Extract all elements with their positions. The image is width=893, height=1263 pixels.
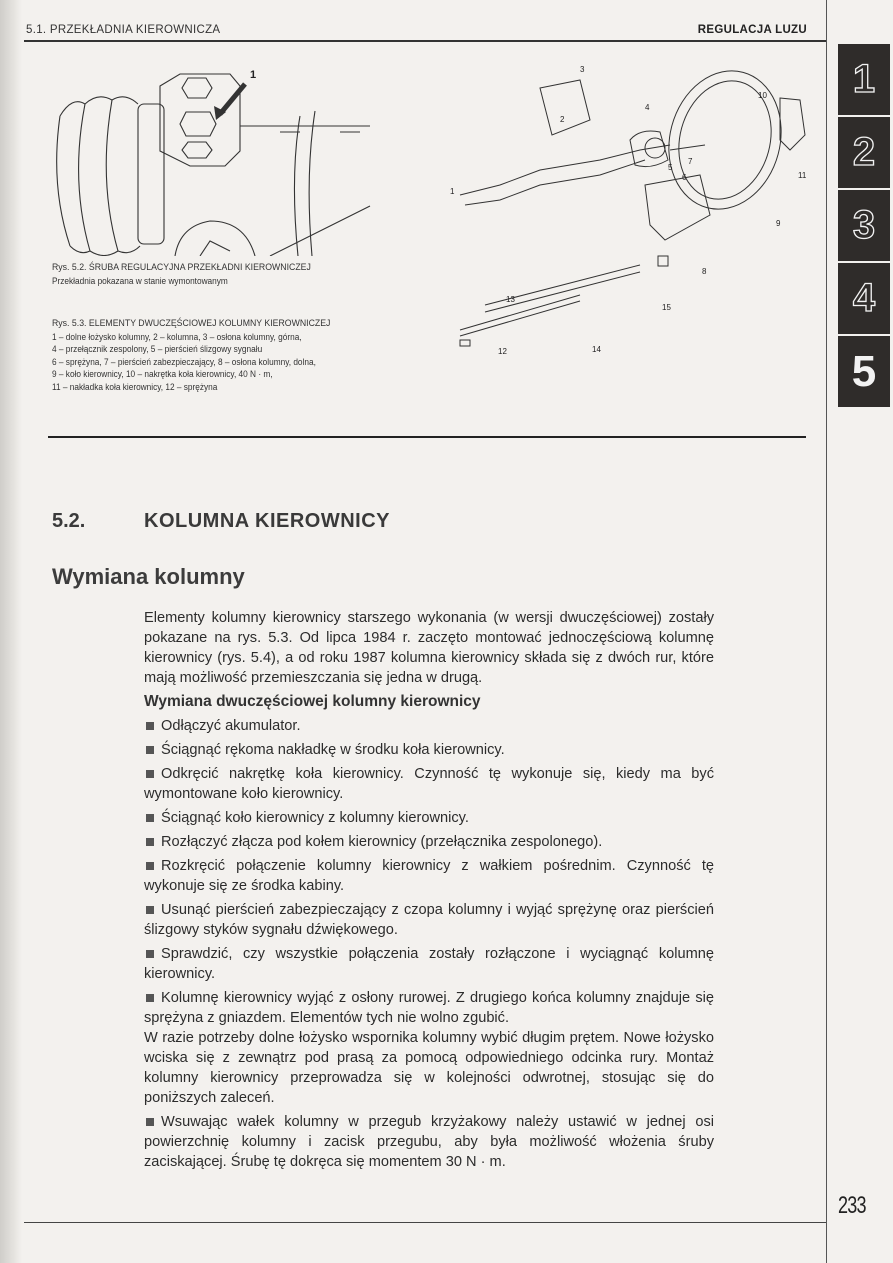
chapter-tab-3: 3 [838,190,890,261]
chapter-tabs [838,44,890,409]
callout-4: 4 [645,103,650,112]
bullet-square-icon [146,950,154,958]
step-text: Ściągnąć rękoma nakładkę w środku koła kierownicy. [161,742,505,758]
step-text: Odłączyć akumulator. [161,718,301,734]
page-edge-rule [826,0,827,1263]
callout-11: 11 [798,171,807,180]
callout-14: 14 [592,345,601,354]
bullet-square-icon [146,838,154,846]
figure-5-3-legend-line: 4 – przełącznik zespolony, 5 – pierścień ślizgowy sygnału [52,344,263,354]
callout-13: 13 [506,295,515,304]
callout-15: 15 [662,303,671,312]
figure-5-3-title: Rys. 5.3. ELEMENTY DWUCZĘŚCIOWEJ KOLUMNY KIEROWNICZEJ [52,318,331,329]
figure-5-3-caption [52,318,330,393]
figure-steering-gear-adjusting-screw [30,56,400,256]
procedure-step [144,764,714,804]
step-text: Rozłączyć złącza pod kołem kierownicy (przełącznika zespolonego). [161,834,603,850]
step-text: Kolumnę kierownicy wyjąć z osłony rurowej. Z drugiego końca kolumny znajduje się sprężyna z gniazdem. Elementów tych nie wolno zgubić. [144,990,714,1026]
procedure-step-final [144,1112,714,1172]
procedure-step [144,716,714,736]
callout-2: 2 [560,115,565,124]
callout-9: 9 [776,219,781,228]
book-gutter [0,0,22,1263]
figure-5-3-legend-line: 11 – nakładka koła kierownicy, 12 – sprężyna [52,381,218,392]
subsection-title: Wymiana kolumny [52,564,245,589]
running-header [26,20,807,40]
callout-3: 3 [580,65,585,74]
section-number: 5.2. [52,510,86,532]
chapter-tab-4: 4 [838,263,890,334]
section-title: KOLUMNA KIEROWNICY [144,510,391,532]
procedure-step [144,832,714,852]
figure-5-2-caption [52,262,311,287]
procedure-step [144,988,714,1028]
callout-7: 7 [688,157,693,166]
header-rule [24,40,826,42]
page-number: 233 [838,1192,866,1219]
callout-12: 12 [498,347,507,356]
body-text [144,608,714,1176]
note-paragraph: W razie potrzeby dolne łożysko wspornika kolumny wybić długim prętem. Nowe łożysko wciska się z zewnątrz pod prasą za pomocą odpowiedniego odcinka rury. Montaż kolumny kierownicy przeprowadza się w kolejności odwrotnej, stosując się do poniższych zaleceń. [144,1030,714,1106]
figure-steering-column-exploded [440,60,820,370]
chapter-tab-2: 2 [838,117,890,188]
figure-5-2-title: Rys. 5.2. ŚRUBA REGULACYJNA PRZEKŁADNI KIEROWNICZEJ [52,262,311,273]
procedure-step [144,856,714,896]
bullet-square-icon [146,1118,154,1126]
chapter-tab-1: 1 [838,44,890,115]
intro-paragraph: Elementy kolumny kierownicy starszego wykonania (w wersji dwuczęściowej) zostały pokazane na rys. 5.3. Od lipca 1984 r. zaczęto montować jednoczęściową kolumnę kierownicy (rys. 5.4), a od roku 1987 kolumna kierownicy składa się z dwóch rur, które mają możliwość przemieszczania się jedna w drugą. [144,610,714,686]
bullet-square-icon [146,906,154,914]
figure-5-3-legend-line: 6 – sprężyna, 7 – pierścień zabezpieczający, 8 – osłona kolumny, dolna, [52,356,316,367]
figure-5-2-subtitle: Przekładnia pokazana w stanie wymontowanym [52,275,228,286]
chapter-tab-5-active: 5 [838,336,890,407]
section-rule [48,436,806,438]
procedure-step [144,740,714,760]
procedure-title: Wymiana dwuczęściowej kolumny kierownicy [144,693,481,710]
step-text: Wsuwając wałek kolumny w przegub krzyżakowy należy ustawić w jednej osi powierzchnię kolumny i zacisk przegubu, aby była możliwość włożenia śruby zaciskającej. Śrubę tę dokręca się momentem 30 N · m. [144,1114,714,1170]
bullet-square-icon [146,746,154,754]
bullet-square-icon [146,994,154,1002]
procedure-step [144,900,714,940]
bullet-square-icon [146,862,154,870]
bullet-square-icon [146,770,154,778]
step-text: Rozkręcić połączenie kolumny kierownicy z wałkiem pośrednim. Czynność tę wykonuje się ze środka kabiny. [144,858,714,894]
step-text: Usunąć pierścień zabezpieczający z czopa kolumny i wyjąć sprężynę oraz pierścień ślizgowy styków sygnału dźwiękowego. [144,902,714,938]
step-text: Odkręcić nakrętkę koła kierownicy. Czynność tę wykonuje się, kiedy ma być wymontowane koło kierownicy. [144,766,714,802]
bullet-square-icon [146,814,154,822]
procedure-step [144,944,714,984]
footer-rule [24,1222,826,1223]
callout-1-column: 1 [450,187,455,196]
callout-10: 10 [758,91,767,100]
callout-1: 1 [250,69,257,81]
procedure-step [144,808,714,828]
figure-5-3-legend-line: 9 – koło kierownicy, 10 – nakrętka koła kierownicy, 40 N · m, [52,369,273,379]
header-section: 5.1. PRZEKŁADNIA KIEROWNICZA [26,24,221,36]
step-text: Sprawdzić, czy wszystkie połączenia zostały rozłączone i wyciągnąć kolumnę kierownicy. [144,946,714,982]
callout-5: 5 [668,163,673,172]
figure-5-3-legend-line: 1 – dolne łożysko kolumny, 2 – kolumna, 3 – osłona kolumny, górna, [52,331,302,342]
callout-8: 8 [702,267,707,276]
bullet-square-icon [146,722,154,730]
step-text: Ściągnąć koło kierownicy z kolumny kierownicy. [161,810,469,826]
header-topic: REGULACJA LUZU [697,24,807,36]
callout-6: 6 [682,173,687,182]
